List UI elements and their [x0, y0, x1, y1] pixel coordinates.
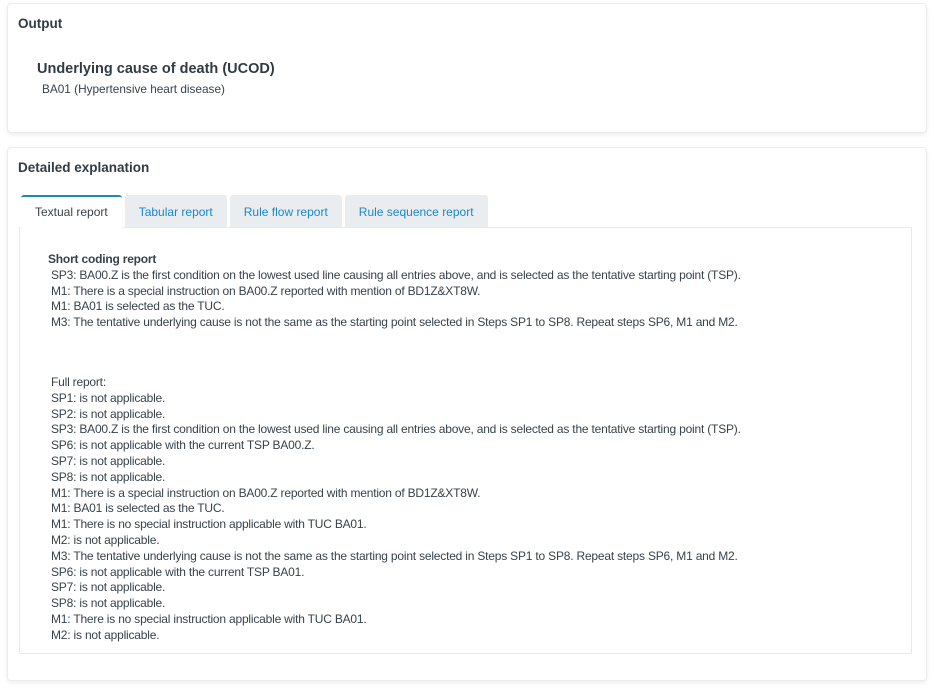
explanation-card	[7, 147, 927, 681]
report-tab-list	[19, 195, 912, 228]
report-line: SP3: BA00.Z is the first condition on the lowest used line causing all entries above, and is selected as the tentative starting point (TSP).	[51, 422, 741, 437]
report-line: SP8: is not applicable.	[51, 469, 166, 484]
report-line: M1: There is a special instruction on BA00.Z reported with mention of BD1Z&XT8W.	[51, 283, 481, 298]
report-line: SP2: is not applicable.	[51, 406, 166, 421]
explanation-title: Detailed explanation	[18, 160, 150, 175]
tab-textual-report[interactable]: Textual report	[21, 195, 122, 228]
tab-rule-sequence-report[interactable]: Rule sequence report	[345, 195, 488, 228]
ucod-heading: Underlying cause of death (UCOD)	[37, 61, 275, 77]
report-line: SP6: is not applicable with the current TSP BA01.	[51, 564, 305, 579]
short-report-title: Short coding report	[48, 252, 157, 266]
report-line: SP6: is not applicable with the current TSP BA00.Z.	[51, 438, 315, 453]
textual-report-panel	[19, 227, 912, 654]
report-line: SP3: BA00.Z is the first condition on the lowest used line causing all entries above, and is selected as the tentative starting point (TSP).	[51, 267, 741, 282]
report-line: Full report:	[51, 374, 106, 389]
ucod-value: BA01 (Hypertensive heart disease)	[42, 82, 225, 96]
report-line: SP8: is not applicable.	[51, 596, 166, 611]
report-line: M1: There is no special instruction applicable with TUC BA01.	[51, 517, 367, 532]
report-line: M1: There is no special instruction applicable with TUC BA01.	[51, 611, 367, 626]
report-line: SP7: is not applicable.	[51, 580, 166, 595]
report-line: M2: is not applicable.	[51, 627, 160, 642]
output-card-title: Output	[18, 16, 63, 31]
tab-rule-flow-report[interactable]: Rule flow report	[230, 195, 342, 228]
tab-tabular-report[interactable]: Tabular report	[125, 195, 227, 228]
report-line: M1: There is a special instruction on BA00.Z reported with mention of BD1Z&XT8W.	[51, 485, 481, 500]
report-line: M2: is not applicable.	[51, 532, 160, 547]
short-coding-report-block	[48, 252, 883, 331]
report-line: M1: BA01 is selected as the TUC.	[51, 299, 225, 314]
full-report-block	[48, 375, 883, 644]
report-line: M3: The tentative underlying cause is not the same as the starting point selected in Steps SP1 to SP8. Repeat steps SP6, M1 and M2.	[51, 315, 738, 330]
textual-report	[48, 252, 883, 644]
report-line: M3: The tentative underlying cause is not the same as the starting point selected in Steps SP1 to SP8. Repeat steps SP6, M1 and M2.	[51, 548, 738, 563]
report-line: SP1: is not applicable.	[51, 390, 166, 405]
report-line: M1: BA01 is selected as the TUC.	[51, 501, 225, 516]
output-card	[7, 3, 927, 133]
ucod-block	[37, 60, 916, 96]
report-tabs-wrap	[19, 195, 912, 654]
report-line: SP7: is not applicable.	[51, 453, 166, 468]
short-report-lines	[48, 268, 883, 331]
